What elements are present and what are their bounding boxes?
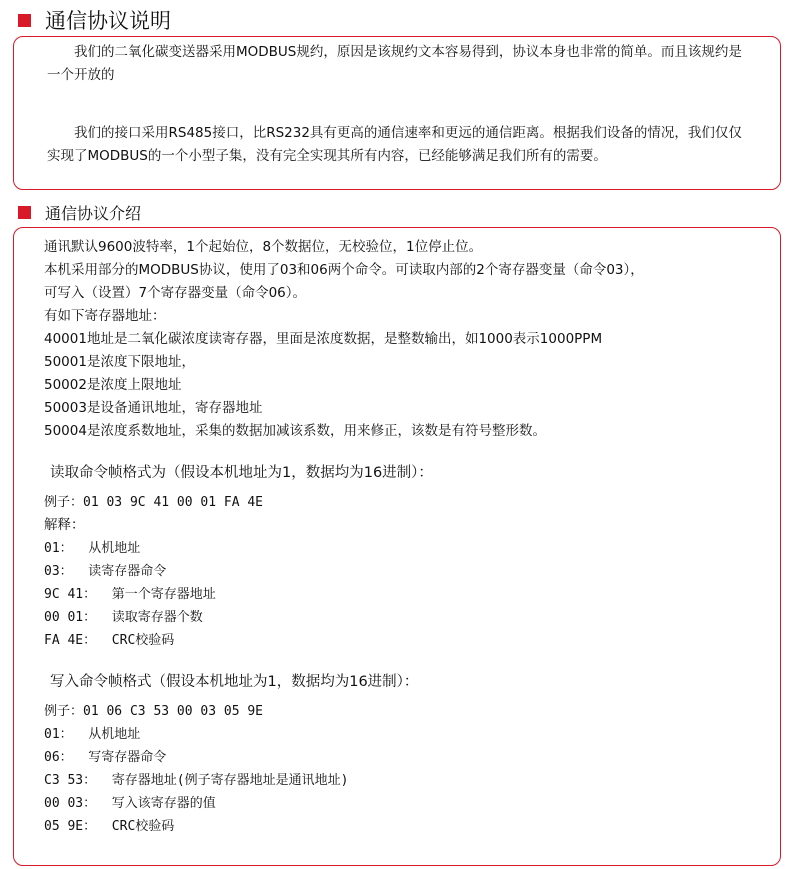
- register-line: 50004是浓度系数地址，采集的数据加减该系数，用来修正，该数是有符号整形数。: [44, 423, 546, 439]
- read-frame-item: 01： 从机地址: [44, 541, 141, 556]
- write-frame-item: 06： 写寄存器命令: [44, 750, 167, 765]
- write-frame-heading: 写入命令帧格式（假设本机地址为1，数据均为16进制）：: [50, 674, 419, 690]
- read-frame-explain-label: 解释：: [44, 517, 85, 533]
- register-line: 50001是浓度下限地址，: [44, 354, 195, 370]
- write-frame-item: 05 9E： CRC校验码: [44, 819, 175, 834]
- intro-line: 有如下寄存器地址：: [44, 308, 166, 324]
- write-frame-example: 例子：01 06 C3 53 00 03 05 9E: [44, 704, 264, 719]
- red-square-bullet-icon: [18, 14, 31, 27]
- section-title-protocol-introduction: [18, 200, 141, 224]
- write-frame-item: 01： 从机地址: [44, 727, 141, 742]
- register-line: 50002是浓度上限地址: [44, 377, 182, 393]
- section-title-text: 通信协议介绍: [45, 203, 142, 223]
- protocol-description-box: [13, 36, 781, 190]
- read-frame-item: 9C 41： 第一个寄存器地址: [44, 587, 216, 602]
- intro-line: 通讯默认9600波特率，1个起始位，8个数据位，无校验位，1位停止位。: [44, 239, 483, 255]
- read-frame-item: 00 01： 读取寄存器个数: [44, 610, 203, 625]
- description-paragraph: 我们的接口采用RS485接口，比RS232具有更高的通信速率和更远的通信距离。根据我们设备的情况，我们仅仅实现了MODBUS的一个小型子集，没有完全实现其所有内容，已经能够满足我们所有的需要。: [47, 125, 742, 164]
- read-frame-example: 例子：01 03 9C 41 00 01 FA 4E: [44, 495, 264, 510]
- read-frame-heading: 读取命令帧格式为（假设本机地址为1，数据均为16进制）：: [50, 465, 433, 481]
- register-line: 40001地址是二氧化碳浓度读寄存器，里面是浓度数据，是整数输出，如1000表示1000PPM: [44, 331, 603, 347]
- intro-line: 本机采用部分的MODBUS协议，使用了03和06两个命令。可读取内部的2个寄存器变量（命令03），: [44, 262, 644, 278]
- description-paragraph: 我们的二氧化碳变送器采用MODBUS规约，原因是该规约文本容易得到，协议本身也非常的简单。而且该规约是一个开放的: [47, 44, 742, 83]
- intro-line: 可写入（设置）7个寄存器变量（命令06）。: [44, 285, 307, 301]
- write-frame-item: 00 03： 写入该寄存器的值: [44, 796, 216, 811]
- read-frame-item: FA 4E： CRC校验码: [44, 633, 175, 648]
- protocol-introduction-box: [13, 227, 781, 866]
- section-title-protocol-description: [18, 6, 171, 34]
- read-frame-item: 03： 读寄存器命令: [44, 564, 167, 579]
- register-line: 50003是设备通讯地址，寄存器地址: [44, 400, 263, 416]
- section-title-text: 通信协议说明: [45, 9, 171, 33]
- write-frame-item: C3 53： 寄存器地址(例子寄存器地址是通讯地址): [44, 773, 349, 788]
- red-square-bullet-icon: [18, 206, 31, 219]
